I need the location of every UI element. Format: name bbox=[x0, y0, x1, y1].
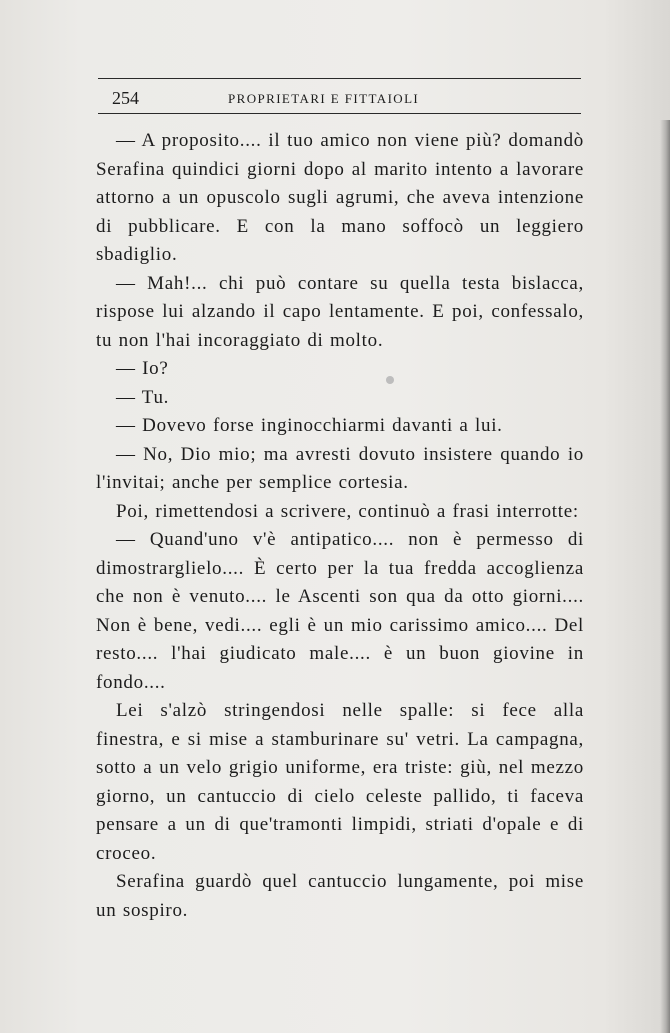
paragraph: — Tu. bbox=[116, 386, 170, 408]
header-rule-top bbox=[98, 78, 581, 79]
paragraph: — Mah!... chi può contare su quella testa bislacca, rispose lui alzando il capo lentamente. E poi, confessalo, tu non l'hai incoraggiato di molto. bbox=[96, 272, 584, 351]
paragraph: — Io? bbox=[116, 358, 169, 379]
paragraph: — Dovevo forse inginocchiarmi davanti a lui. bbox=[116, 415, 503, 436]
paragraph: Lei s'alzò stringendosi nelle spalle: si fece alla finestra, e si mise a stamburinare su' vetri. La campagna, sotto a un velo grigio uniforme, era triste: giù, nel mezzo giorno, un cantuccio di cielo celeste pallido, ti faceva pensare a un di que'tramonti limpidi, striati d'opale e di croceo. bbox=[96, 700, 584, 864]
paragraph: — A proposito.... il tuo amico non viene più? domandò Serafina quindici giorni dopo al marito intento a lavorare attorno a un opuscolo sugli agrumi, che aveva intenzione di pubblicare. E con la mano soffocò un leggiero sbadiglio. bbox=[96, 130, 584, 265]
paragraph: — Quand'uno v'è antipatico.... non è permesso di dimostrarglielo.... È certo per la tua fredda accoglienza che non è venuto.... le Ascenti son qua da otto giorni.... Non è bene, vedi.... egli è un mio carissimo amico.... Del resto.... l'hai giudicato male.... è un buon giovine in fondo.... bbox=[96, 529, 584, 693]
running-header bbox=[112, 86, 582, 110]
paragraph: Poi, rimettendosi a scrivere, continuò a frasi interrotte: bbox=[116, 500, 579, 522]
header-rule-bottom bbox=[98, 113, 581, 114]
page-edge-shadow bbox=[660, 120, 670, 1033]
paragraph: Serafina guardò quel cantuccio lungamente, poi mise un sospiro. bbox=[96, 871, 584, 921]
running-title: PROPRIETARI E FITTAIOLI bbox=[228, 91, 420, 106]
page-number: 254 bbox=[112, 88, 139, 108]
ink-spot bbox=[386, 376, 394, 384]
paragraph: — No, Dio mio; ma avresti dovuto insistere quando io l'invitai; anche per semplice cortesia. bbox=[96, 443, 584, 493]
body-text bbox=[96, 127, 584, 925]
